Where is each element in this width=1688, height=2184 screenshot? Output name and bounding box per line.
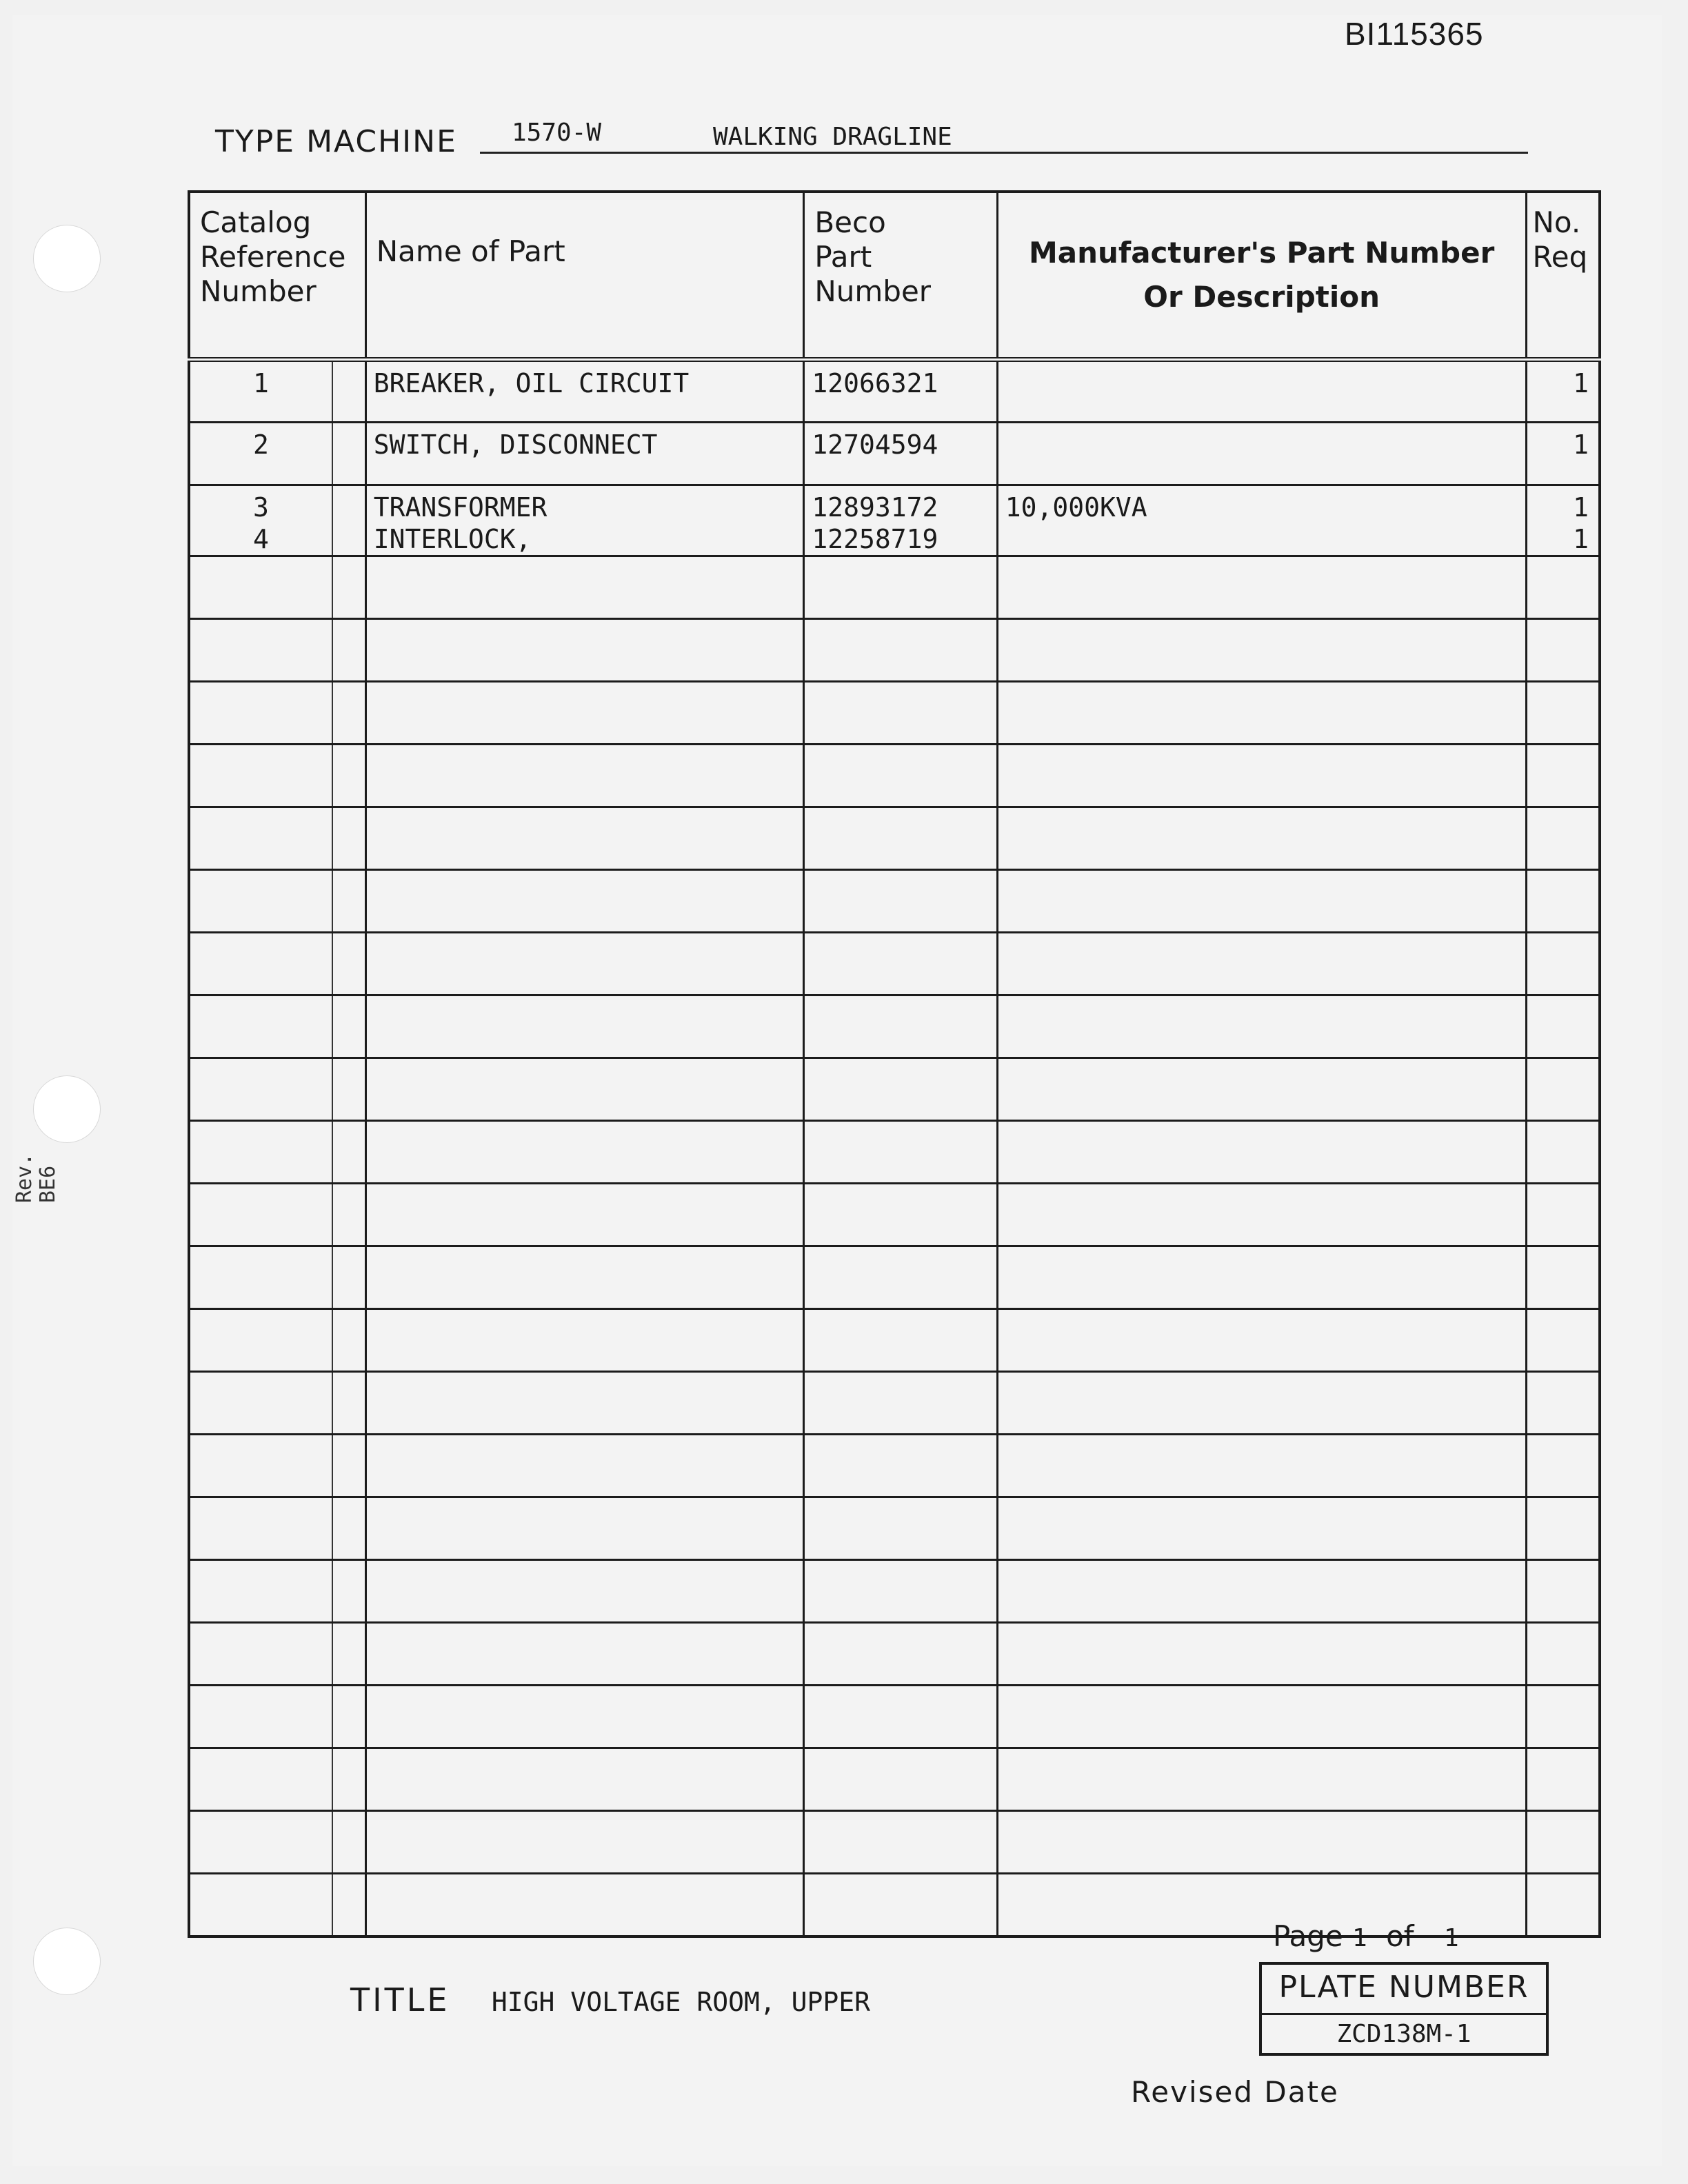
cell-name-of-part: SWITCH, DISCONNECT [365, 423, 804, 485]
cell-catalog-subcolumn [332, 1372, 365, 1435]
cell-manufacturer-description [997, 1246, 1526, 1309]
cell-no-req [1526, 1121, 1600, 1184]
cell-manufacturer-description [997, 933, 1526, 995]
cell-name-of-part [365, 995, 804, 1058]
cell-catalog-subcolumn [332, 1309, 365, 1372]
cell-no-req [1526, 619, 1600, 682]
cell-catalog-reference [189, 995, 332, 1058]
cell-catalog-reference [189, 1497, 332, 1560]
cell-manufacturer-description [997, 1435, 1526, 1497]
cell-catalog-reference [189, 1246, 332, 1309]
cell-name-of-part: TRANSFORMER INTERLOCK, [365, 485, 804, 556]
cell-catalog-reference [189, 933, 332, 995]
cell-name-of-part [365, 1623, 804, 1686]
cell-name-of-part [365, 933, 804, 995]
type-machine-label: TYPE MACHINE [215, 124, 457, 159]
page-label: Page [1273, 1919, 1343, 1953]
cell-manufacturer-description [997, 1748, 1526, 1811]
table-header-row [189, 192, 1600, 360]
cell-name-of-part [365, 807, 804, 870]
table-row [189, 1497, 1600, 1560]
cell-name-of-part [365, 1874, 804, 1937]
cell-name-of-part [365, 1686, 804, 1748]
cell-catalog-reference [189, 556, 332, 619]
header-manufacturers-part-number: Manufacturer's Part Number Or Description [997, 192, 1526, 360]
cell-catalog-subcolumn [332, 1121, 365, 1184]
table-row [189, 360, 1600, 423]
table-row [189, 1560, 1600, 1623]
header-name-of-part: Name of Part [365, 192, 804, 360]
cell-catalog-reference [189, 1435, 332, 1497]
header-catalog-reference-number: Catalog Reference Number [189, 192, 365, 360]
cell-catalog-subcolumn [332, 745, 365, 807]
cell-no-req [1526, 1246, 1600, 1309]
page-number: 1 [1352, 1924, 1367, 1952]
cell-catalog-reference [189, 870, 332, 933]
cell-no-req [1526, 1748, 1600, 1811]
cell-catalog-reference [189, 1874, 332, 1937]
cell-catalog-subcolumn [332, 1748, 365, 1811]
cell-catalog-subcolumn [332, 995, 365, 1058]
cell-beco-part-number [804, 556, 997, 619]
cell-catalog-reference [189, 1560, 332, 1623]
cell-manufacturer-description [997, 1372, 1526, 1435]
cell-manufacturer-description [997, 870, 1526, 933]
table-row [189, 1372, 1600, 1435]
table-row [189, 933, 1600, 995]
cell-no-req [1526, 1560, 1600, 1623]
cell-no-req [1526, 1623, 1600, 1686]
cell-manufacturer-description [997, 423, 1526, 485]
cell-no-req [1526, 1497, 1600, 1560]
table-row [189, 1623, 1600, 1686]
table-row [189, 870, 1600, 933]
table-row [189, 1058, 1600, 1121]
cell-no-req [1526, 1811, 1600, 1874]
table-row [189, 423, 1600, 485]
title-row [350, 1981, 870, 2019]
cell-catalog-reference [189, 1623, 332, 1686]
type-machine-description: WALKING DRAGLINE [713, 123, 952, 151]
table-row [189, 1686, 1600, 1748]
cell-name-of-part [365, 1246, 804, 1309]
cell-beco-part-number [804, 1121, 997, 1184]
cell-name-of-part [365, 1435, 804, 1497]
cell-beco-part-number [804, 1184, 997, 1246]
cell-name-of-part [365, 556, 804, 619]
parts-table-body [189, 360, 1600, 1937]
cell-catalog-subcolumn [332, 360, 365, 423]
cell-beco-part-number [804, 1748, 997, 1811]
type-machine-model: 1570-W [512, 119, 602, 147]
cell-catalog-subcolumn [332, 1184, 365, 1246]
cell-manufacturer-description [997, 745, 1526, 807]
cell-catalog-reference [189, 1309, 332, 1372]
cell-manufacturer-description [997, 682, 1526, 745]
cell-no-req [1526, 1372, 1600, 1435]
cell-name-of-part [365, 1058, 804, 1121]
cell-catalog-reference: 1 [189, 360, 332, 423]
cell-beco-part-number [804, 870, 997, 933]
cell-no-req [1526, 1435, 1600, 1497]
cell-name-of-part [365, 682, 804, 745]
plate-number-box [1259, 1962, 1549, 2056]
cell-catalog-reference [189, 1372, 332, 1435]
revised-date-label: Revised Date [1131, 2075, 1339, 2109]
cell-catalog-subcolumn [332, 1497, 365, 1560]
table-row [189, 1811, 1600, 1874]
margin-note: Rev. BE6 [12, 1153, 60, 1203]
cell-beco-part-number [804, 1309, 997, 1372]
cell-manufacturer-description [997, 360, 1526, 423]
cell-catalog-subcolumn [332, 1686, 365, 1748]
cell-catalog-subcolumn [332, 1623, 365, 1686]
cell-name-of-part [365, 1811, 804, 1874]
cell-catalog-subcolumn [332, 619, 365, 682]
cell-beco-part-number [804, 619, 997, 682]
cell-no-req [1526, 1309, 1600, 1372]
cell-catalog-subcolumn [332, 556, 365, 619]
cell-beco-part-number [804, 1435, 997, 1497]
cell-name-of-part [365, 1748, 804, 1811]
cell-no-req: 1 1 [1526, 485, 1600, 556]
cell-manufacturer-description [997, 1560, 1526, 1623]
cell-name-of-part [365, 1497, 804, 1560]
cell-catalog-subcolumn [332, 807, 365, 870]
cell-catalog-subcolumn [332, 682, 365, 745]
cell-beco-part-number [804, 933, 997, 995]
cell-beco-part-number: 12066321 [804, 360, 997, 423]
table-row [189, 485, 1600, 556]
cell-catalog-subcolumn [332, 1811, 365, 1874]
cell-beco-part-number [804, 1058, 997, 1121]
cell-catalog-subcolumn [332, 870, 365, 933]
cell-catalog-reference [189, 682, 332, 745]
cell-catalog-subcolumn [332, 485, 365, 556]
cell-no-req [1526, 1874, 1600, 1937]
cell-manufacturer-description [997, 995, 1526, 1058]
page-indicator [1273, 1919, 1459, 1953]
cell-no-req [1526, 870, 1600, 933]
document-id: BI115365 [1345, 16, 1484, 52]
cell-no-req [1526, 1686, 1600, 1748]
table-row [189, 995, 1600, 1058]
cell-manufacturer-description [997, 1811, 1526, 1874]
cell-catalog-reference [189, 1686, 332, 1748]
cell-name-of-part [365, 619, 804, 682]
cell-name-of-part [365, 870, 804, 933]
cell-manufacturer-description: 10,000KVA [997, 485, 1526, 556]
cell-beco-part-number [804, 1811, 997, 1874]
cell-manufacturer-description [997, 1686, 1526, 1748]
cell-name-of-part [365, 1184, 804, 1246]
cell-catalog-subcolumn [332, 1560, 365, 1623]
type-machine-row [215, 119, 1525, 160]
cell-manufacturer-description [997, 619, 1526, 682]
cell-name-of-part [365, 745, 804, 807]
cell-catalog-reference [189, 807, 332, 870]
cell-name-of-part [365, 1309, 804, 1372]
cell-manufacturer-description [997, 1184, 1526, 1246]
cell-beco-part-number: 12893172 12258719 [804, 485, 997, 556]
table-row [189, 807, 1600, 870]
cell-catalog-subcolumn [332, 1058, 365, 1121]
parts-table [188, 190, 1601, 1938]
cell-manufacturer-description [997, 1121, 1526, 1184]
cell-catalog-subcolumn [332, 933, 365, 995]
table-row [189, 1748, 1600, 1811]
cell-no-req: 1 [1526, 423, 1600, 485]
cell-manufacturer-description [997, 807, 1526, 870]
cell-beco-part-number [804, 1686, 997, 1748]
cell-catalog-subcolumn [332, 1435, 365, 1497]
plate-number-value: ZCD138M-1 [1336, 2020, 1471, 2048]
cell-catalog-subcolumn [332, 423, 365, 485]
table-row [189, 1184, 1600, 1246]
cell-no-req [1526, 807, 1600, 870]
cell-beco-part-number [804, 1372, 997, 1435]
table-row [189, 556, 1600, 619]
title-value: HIGH VOLTAGE ROOM, UPPER [491, 1987, 870, 2017]
cell-beco-part-number: 12704594 [804, 423, 997, 485]
table-row [189, 619, 1600, 682]
cell-catalog-reference [189, 1811, 332, 1874]
table-row [189, 1121, 1600, 1184]
cell-catalog-subcolumn [332, 1874, 365, 1937]
table-row [189, 1246, 1600, 1309]
cell-catalog-subcolumn [332, 1246, 365, 1309]
cell-manufacturer-description [997, 1058, 1526, 1121]
cell-beco-part-number [804, 1560, 997, 1623]
cell-catalog-reference: 2 [189, 423, 332, 485]
cell-manufacturer-description [997, 1623, 1526, 1686]
table-row [189, 745, 1600, 807]
type-machine-underline [480, 152, 1528, 154]
title-label: TITLE [350, 1981, 450, 2019]
cell-no-req [1526, 995, 1600, 1058]
cell-beco-part-number [804, 1246, 997, 1309]
cell-beco-part-number [804, 995, 997, 1058]
cell-catalog-reference: 3 4 [189, 485, 332, 556]
cell-name-of-part [365, 1372, 804, 1435]
table-row [189, 1309, 1600, 1372]
cell-manufacturer-description [997, 556, 1526, 619]
cell-beco-part-number [804, 807, 997, 870]
cell-catalog-reference [189, 1748, 332, 1811]
header-beco-part-number: Beco Part Number [804, 192, 997, 360]
cell-no-req [1526, 682, 1600, 745]
cell-no-req: 1 [1526, 360, 1600, 423]
cell-manufacturer-description [997, 1309, 1526, 1372]
cell-name-of-part: BREAKER, OIL CIRCUIT [365, 360, 804, 423]
cell-beco-part-number [804, 1623, 997, 1686]
cell-catalog-reference [189, 1121, 332, 1184]
cell-manufacturer-description [997, 1497, 1526, 1560]
punch-hole-bottom [33, 1928, 101, 1995]
cell-no-req [1526, 745, 1600, 807]
table-row [189, 1435, 1600, 1497]
cell-beco-part-number [804, 745, 997, 807]
cell-beco-part-number [804, 1497, 997, 1560]
cell-no-req [1526, 1184, 1600, 1246]
cell-no-req [1526, 1058, 1600, 1121]
table-row [189, 682, 1600, 745]
cell-catalog-reference [189, 1184, 332, 1246]
cell-no-req [1526, 556, 1600, 619]
cell-catalog-reference [189, 619, 332, 682]
header-no-req: No. Req [1526, 192, 1600, 360]
cell-catalog-reference [189, 745, 332, 807]
punch-hole-top [33, 225, 101, 292]
cell-catalog-reference [189, 1058, 332, 1121]
plate-number-label: PLATE NUMBER [1262, 1965, 1546, 2015]
cell-name-of-part [365, 1121, 804, 1184]
cell-beco-part-number [804, 1874, 997, 1937]
page-of-label: of [1386, 1919, 1414, 1953]
cell-name-of-part [365, 1560, 804, 1623]
page-total: 1 [1443, 1924, 1459, 1952]
cell-no-req [1526, 933, 1600, 995]
cell-beco-part-number [804, 682, 997, 745]
